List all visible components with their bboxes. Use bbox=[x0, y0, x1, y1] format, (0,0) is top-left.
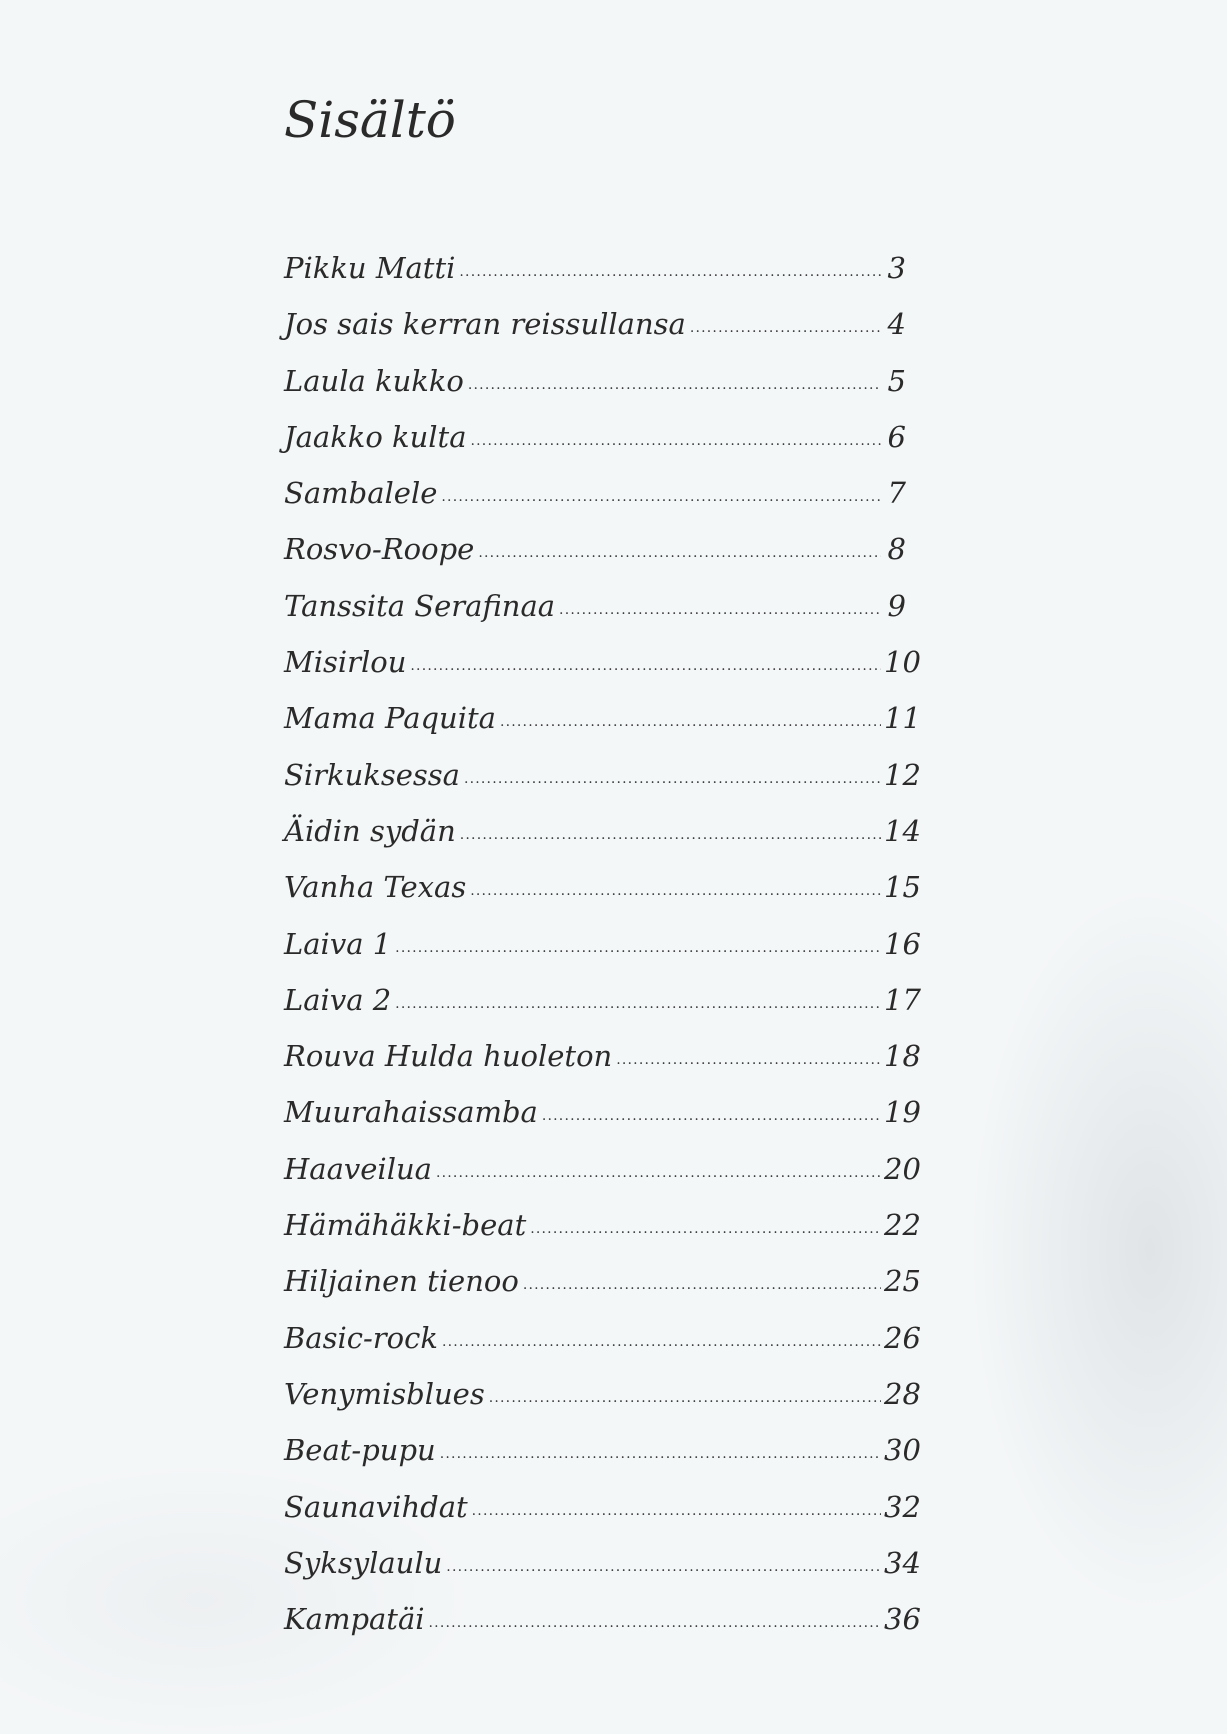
dot-leader bbox=[471, 413, 882, 469]
toc-entry-page-number: 4 bbox=[887, 307, 906, 342]
toc-entry-title: Kampatäi bbox=[284, 1602, 425, 1637]
page-title: Sisältö bbox=[284, 91, 456, 149]
toc-entry-page-number: 10 bbox=[884, 645, 921, 680]
toc-entry bbox=[284, 1366, 921, 1422]
toc-entry bbox=[284, 1591, 921, 1647]
toc-entry-page-number: 32 bbox=[884, 1489, 921, 1524]
toc-entry-page-number: 16 bbox=[884, 926, 921, 961]
toc-entry bbox=[284, 690, 921, 746]
dot-leader bbox=[500, 694, 881, 750]
toc-entry-page-number: 17 bbox=[884, 982, 921, 1017]
dot-leader bbox=[395, 920, 881, 976]
toc-entry-title: Hiljainen tienoo bbox=[284, 1264, 519, 1299]
dot-leader bbox=[530, 1201, 881, 1257]
toc-entry-page-number: 9 bbox=[887, 588, 906, 623]
toc-entry-title: Jaakko kulta bbox=[284, 419, 467, 454]
dot-leader bbox=[616, 1032, 881, 1088]
toc-entry-title: Laula kukko bbox=[284, 363, 464, 398]
dot-leader bbox=[410, 638, 881, 694]
dot-leader bbox=[559, 582, 881, 638]
toc-entry-title: Tanssita Serafinaa bbox=[284, 588, 556, 623]
toc-entry-page-number: 20 bbox=[884, 1151, 921, 1186]
dot-leader bbox=[464, 751, 881, 807]
toc-entry-title: Laiva 1 bbox=[284, 926, 392, 961]
toc-entry-title: Sirkuksessa bbox=[284, 757, 460, 792]
toc-entry bbox=[284, 240, 906, 296]
toc-entry bbox=[284, 1535, 921, 1591]
toc-entry-title: Misirlou bbox=[284, 645, 407, 680]
toc-entry-page-number: 30 bbox=[884, 1433, 921, 1468]
toc-entry-title: Laiva 2 bbox=[284, 982, 392, 1017]
toc-entry bbox=[284, 859, 921, 915]
toc-entry bbox=[284, 1310, 921, 1366]
toc-entry-page-number: 18 bbox=[884, 1039, 921, 1074]
toc-entry-title: Jos sais kerran reissullansa bbox=[284, 307, 686, 342]
toc-entry-title: Muurahaissamba bbox=[284, 1095, 538, 1130]
toc-entry bbox=[284, 1028, 921, 1084]
toc-entry-page-number: 34 bbox=[884, 1545, 921, 1580]
dot-leader bbox=[460, 807, 881, 863]
toc-entry-title: Rosvo-Roope bbox=[284, 532, 475, 567]
dot-leader bbox=[478, 525, 881, 581]
toc-entry bbox=[284, 578, 906, 634]
table-of-contents bbox=[284, 240, 921, 1647]
toc-entry-page-number: 11 bbox=[884, 701, 921, 736]
toc-entry bbox=[284, 1422, 921, 1478]
toc-entry-page-number: 26 bbox=[884, 1320, 921, 1355]
toc-entry-page-number: 5 bbox=[887, 363, 906, 398]
dot-leader bbox=[468, 357, 881, 413]
toc-entry-page-number: 14 bbox=[884, 813, 921, 848]
toc-entry-title: Sambalele bbox=[284, 476, 438, 511]
toc-entry bbox=[284, 1253, 921, 1309]
dot-leader bbox=[472, 1483, 881, 1539]
dot-leader bbox=[440, 1426, 881, 1482]
toc-entry-title: Äidin sydän bbox=[284, 813, 456, 848]
toc-entry bbox=[284, 409, 906, 465]
dot-leader bbox=[395, 976, 881, 1032]
toc-entry bbox=[284, 353, 906, 409]
toc-entry-title: Mama Paquita bbox=[284, 701, 496, 736]
toc-entry-page-number: 36 bbox=[884, 1602, 921, 1637]
toc-entry-page-number: 25 bbox=[884, 1264, 921, 1299]
toc-entry-page-number: 28 bbox=[884, 1376, 921, 1411]
toc-entry bbox=[284, 972, 921, 1028]
toc-entry-page-number: 7 bbox=[887, 476, 906, 511]
dot-leader bbox=[542, 1088, 881, 1144]
toc-entry-page-number: 19 bbox=[884, 1095, 921, 1130]
toc-entry bbox=[284, 296, 906, 352]
dot-leader bbox=[470, 863, 881, 919]
toc-entry bbox=[284, 521, 906, 577]
toc-entry-title: Haaveilua bbox=[284, 1151, 432, 1186]
dot-leader bbox=[489, 1370, 881, 1426]
toc-entry bbox=[284, 1084, 921, 1140]
toc-entry-title: Beat-pupu bbox=[284, 1433, 436, 1468]
toc-entry-title: Basic-rock bbox=[284, 1320, 438, 1355]
toc-entry bbox=[284, 1479, 921, 1535]
toc-entry bbox=[284, 1141, 921, 1197]
toc-entry-page-number: 12 bbox=[884, 757, 921, 792]
toc-entry-title: Saunavihdat bbox=[284, 1489, 468, 1524]
toc-entry-page-number: 8 bbox=[887, 532, 906, 567]
dot-leader bbox=[429, 1595, 881, 1651]
toc-entry bbox=[284, 465, 906, 521]
toc-entry-title: Pikku Matti bbox=[284, 251, 456, 285]
dot-leader bbox=[446, 1539, 881, 1595]
toc-entry-page-number: 22 bbox=[884, 1208, 921, 1243]
toc-entry bbox=[284, 916, 921, 972]
dot-leader bbox=[690, 300, 881, 356]
toc-entry-page-number: 3 bbox=[887, 251, 906, 285]
toc-entry bbox=[284, 634, 921, 690]
toc-entry bbox=[284, 1197, 921, 1253]
dot-leader bbox=[436, 1145, 881, 1201]
dot-leader bbox=[442, 1314, 881, 1370]
toc-entry bbox=[284, 747, 921, 803]
toc-entry-title: Syksylaulu bbox=[284, 1545, 443, 1580]
dot-leader bbox=[459, 244, 881, 300]
dot-leader bbox=[523, 1257, 881, 1313]
toc-entry bbox=[284, 803, 921, 859]
toc-entry-title: Venymisblues bbox=[284, 1376, 485, 1411]
dot-leader bbox=[441, 469, 881, 525]
toc-entry-title: Rouva Hulda huoleton bbox=[284, 1039, 613, 1074]
toc-entry-title: Hämähäkki-beat bbox=[284, 1208, 527, 1243]
toc-entry-page-number: 15 bbox=[884, 870, 921, 905]
toc-entry-page-number: 6 bbox=[887, 419, 906, 454]
toc-entry-title: Vanha Texas bbox=[284, 870, 467, 905]
